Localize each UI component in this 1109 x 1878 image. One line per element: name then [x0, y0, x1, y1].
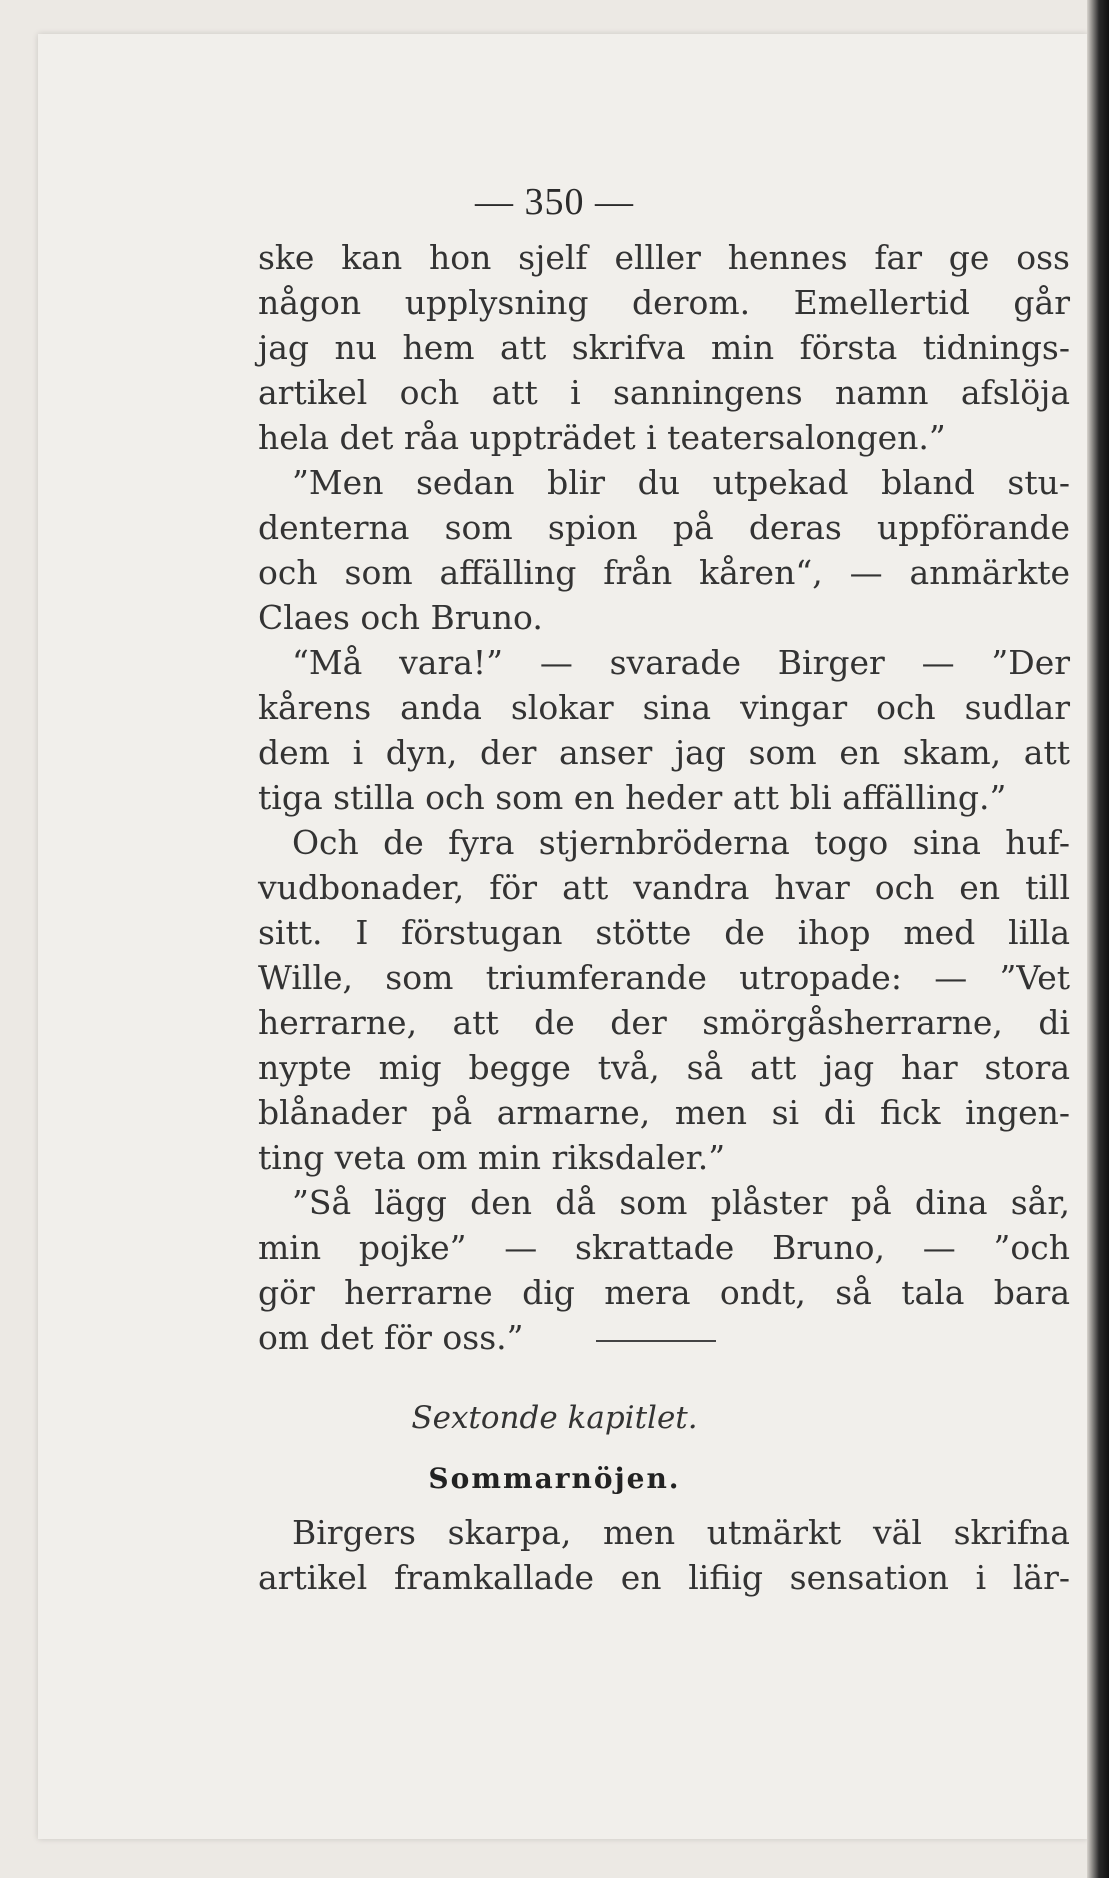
- text-line: vudbonader, för att vandra hvar och en till: [258, 868, 1070, 907]
- text-line: ”Så lägg den då som plåster på dina sår,: [292, 1183, 1070, 1222]
- text-line: hela det råa uppträdet i teatersalongen.”: [258, 418, 946, 457]
- chapter-title: Sommarnöjen.: [428, 1462, 681, 1495]
- text-line: tiga stilla och som en heder att bli affälling.”: [258, 778, 1007, 817]
- section-divider: [596, 1340, 716, 1342]
- text-line: denterna som spion på deras uppförande: [258, 508, 1070, 547]
- text-line: artikel och att i sanningens namn afslöja: [258, 373, 1070, 412]
- text-line: Birgers skarpa, men utmärkt väl skrifna: [292, 1513, 1070, 1552]
- page-number: — 350 —: [475, 181, 634, 223]
- text-line: “Må vara!” — svarade Birger — ”Der: [292, 643, 1070, 682]
- book-binding-edge: [1087, 0, 1109, 1878]
- text-line: ting veta om min riksdaler.”: [258, 1138, 726, 1177]
- text-line: jag nu hem att skrifva min första tidnings-: [258, 328, 1070, 367]
- text-line: dem i dyn, der anser jag som en skam, att: [258, 733, 1070, 772]
- chapter-text: [258, 1510, 1070, 1600]
- text-line: om det för oss.”: [258, 1318, 524, 1357]
- text-line: någon upplysning derom. Emellertid går: [258, 283, 1070, 322]
- text-line: sitt. I förstugan stötte de ihop med lilla: [258, 913, 1070, 952]
- text-line: kårens anda slokar sina vingar och sudlar: [258, 688, 1070, 727]
- text-line: Och de fyra stjernbröderna togo sina huf-: [292, 823, 1070, 862]
- text-line: nypte mig begge två, så att jag har stora: [258, 1048, 1070, 1087]
- text-line: och som affälling från kåren“, — anmärkte: [258, 553, 1070, 592]
- text-line: artikel framkallade en lifiig sensation i lär-: [258, 1558, 1070, 1597]
- text-line: Wille, som triumferande utropade: — ”Vet: [258, 958, 1070, 997]
- text-line: Claes och Bruno.: [258, 598, 543, 637]
- chapter-heading: Sextonde kapitlet.: [411, 1400, 698, 1436]
- text-line: ske kan hon sjelf elller hennes far ge oss: [258, 238, 1070, 277]
- body-text: [258, 235, 1070, 1360]
- text-line: min pojke” — skrattade Bruno, — ”och: [258, 1228, 1070, 1267]
- text-line: blånader på armarne, men si di fick ingen-: [258, 1093, 1070, 1132]
- text-line: ”Men sedan blir du utpekad bland stu-: [292, 463, 1070, 502]
- text-line: herrarne, att de der smörgåsherrarne, di: [258, 1003, 1070, 1042]
- text-line: gör herrarne dig mera ondt, så tala bara: [258, 1273, 1070, 1312]
